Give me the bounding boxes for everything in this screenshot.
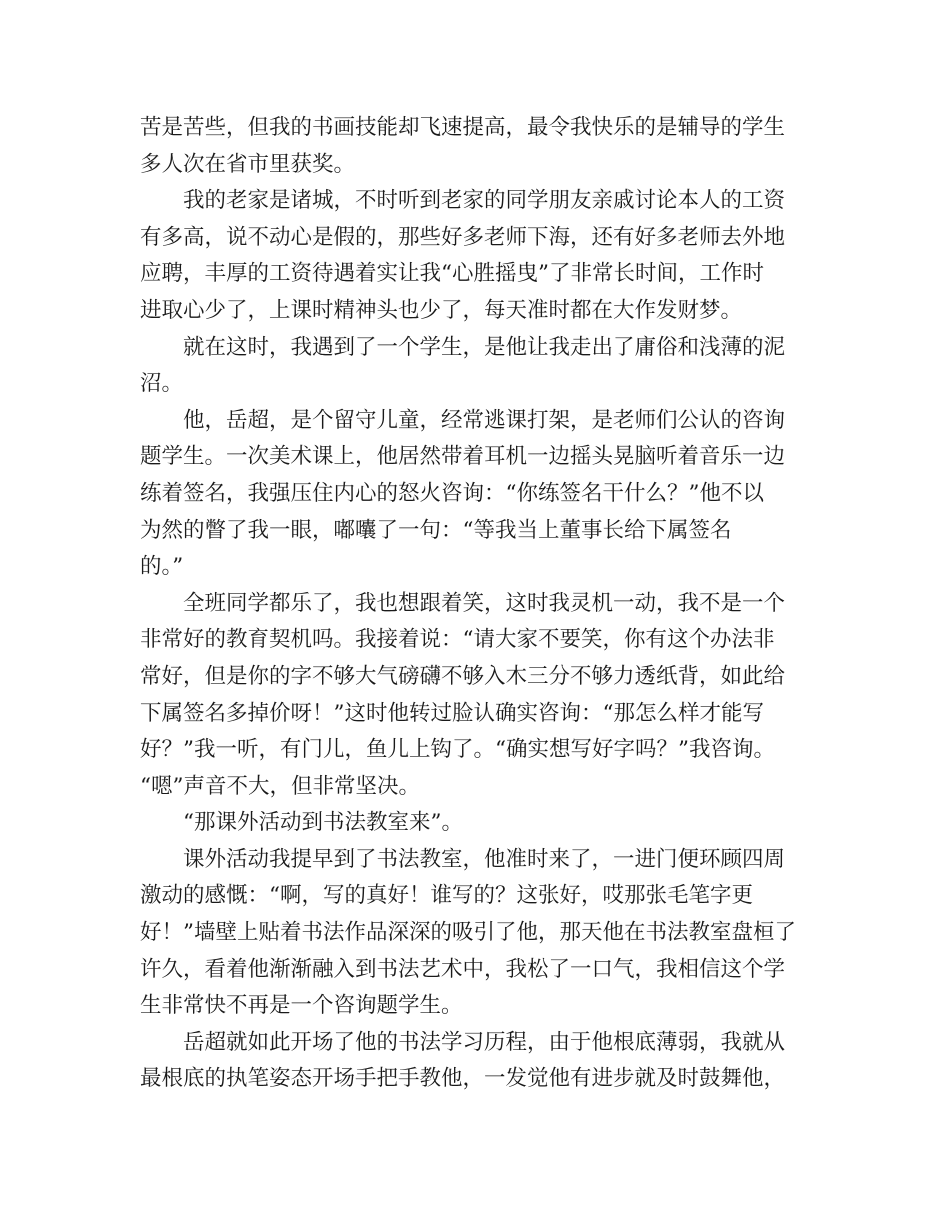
paragraph: “那课外活动到书法教室来”。 (140, 810, 463, 836)
document-body (140, 110, 820, 1098)
paragraph: 他，岳超，是个留守儿童，经常逃课打架，是老师们公认的咨询 题学生。一次美术课上，他居然带着耳机一边摇头晃脑听着音乐一边 练着签名，我强压住内心的怒火咨询：“你练签名干什么？”他不以 为然的瞥了我一眼，嘟囔了一句：“等我当上董事长给下属签名 的。” (140, 407, 786, 580)
paragraph: 岳超就如此开场了他的书法学习历程，由于他根底薄弱，我就从 最根底的执笔姿态开场手把手教他，一发觉他有进步就及时鼓舞他， (140, 1029, 786, 1092)
paragraph: 苦是苦些，但我的书画技能却飞速提高，最令我快乐的是辅导的学生 多人次在省市里获奖。 (140, 115, 786, 177)
paragraph: 就在这时，我遇到了一个学生，是他让我走出了庸俗和浅薄的泥 沼。 (140, 334, 786, 397)
paragraph: 全班同学都乐了，我也想跟着笑，这时我灵机一动，我不是一个 非常好的教育契机吗。我接着说：“请大家不要笑，你有这个办法非 常好，但是你的字不够大气磅礴不够入木三分不够力透纸背，如此给 下属签名多掉价呀！”这时他转过脸认确实咨询：“那怎么样才能写 好？”我一听，有门儿，鱼儿上钩了。“确实想写好字吗？”我咨询。 “嗯”声音不大，但非常坚决。 (140, 590, 786, 799)
paragraph: 课外活动我提早到了书法教室，他准时来了，一进门便环顾四周 激动的感慨：“啊，写的真好！谁写的？这张好，哎那张毛笔字更 好！”墙壁上贴着书法作品深深的吸引了他，那天他在书法教室盘桓了 许久，看着他渐渐融入到书法艺术中，我松了一口气，我相信这个学 生非常快不再是一个咨询题学生。 (140, 846, 796, 1019)
paragraph: 我的老家是诸城，不时听到老家的同学朋友亲戚讨论本人的工资 有多高，说不动心是假的，那些好多老师下海，还有好多老师去外地 应聘，丰厚的工资待遇着实让我“心胜摇曳”了非常长时间，工作时 进取心少了，上课时精神头也少了，每天准时都在大作发财梦。 (140, 188, 786, 323)
